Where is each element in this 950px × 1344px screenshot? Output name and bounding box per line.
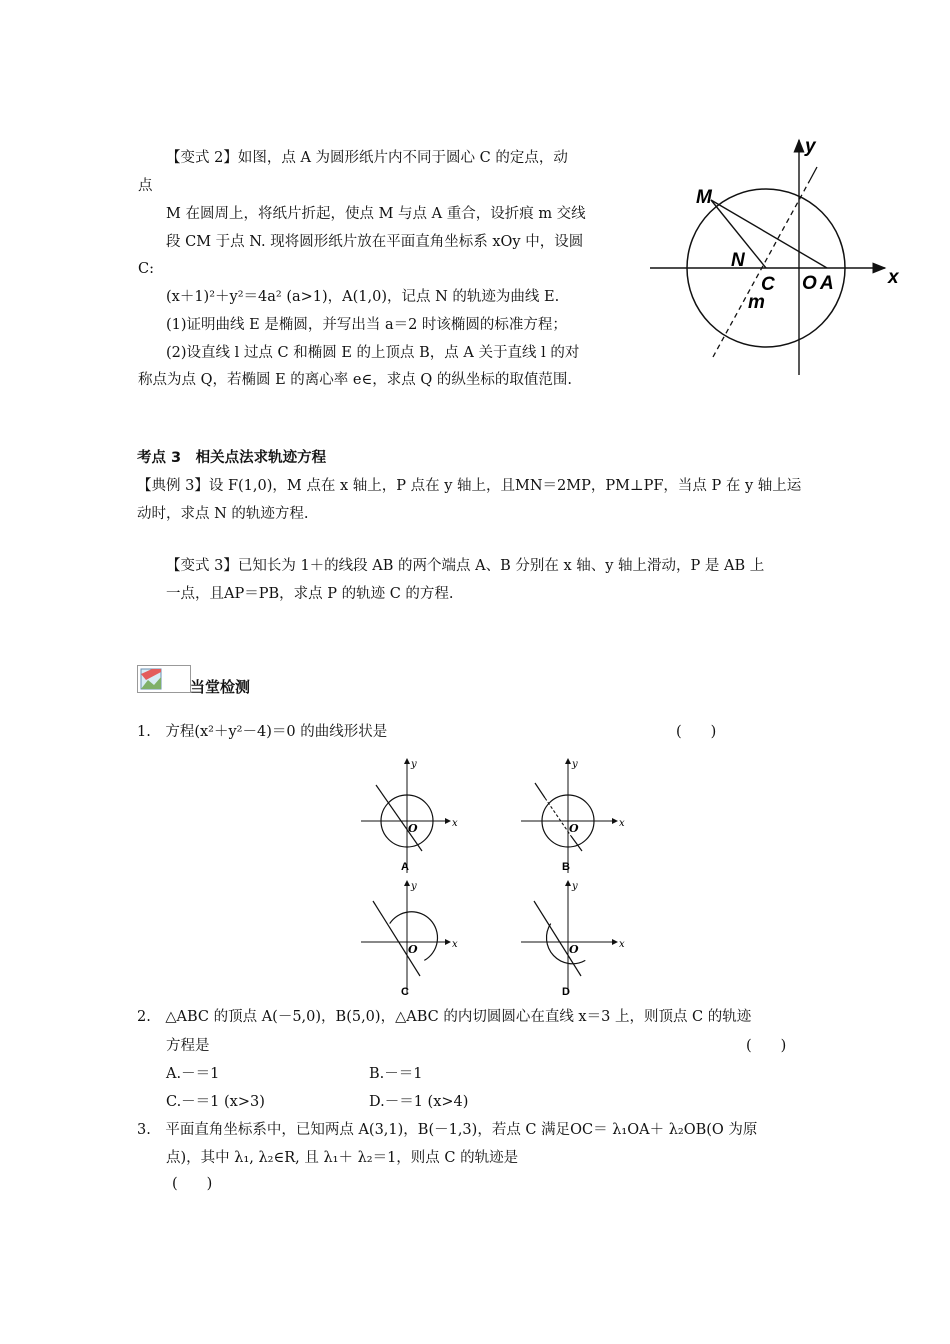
label-x: x <box>888 267 899 288</box>
label-y: y <box>805 136 816 157</box>
q3-line2: 点)，其中 λ₁, λ₂∈R, 且 λ₁＋ λ₂＝1，则点 C 的轨迹是 <box>166 1150 519 1166</box>
option-b-label: B <box>562 861 570 873</box>
label-n: N <box>731 250 745 271</box>
q1-answer-paren: ( ) <box>676 724 717 740</box>
q2-option-b: B.－＝1 <box>369 1066 423 1082</box>
option-c-y-label: y <box>411 881 417 892</box>
segment-ma <box>711 200 827 268</box>
q1-option-figures <box>355 755 645 1005</box>
option-b-origin: O <box>569 822 579 835</box>
option-a-x-label: x <box>452 818 458 829</box>
q2-line1: 2. △ABC 的顶点 A(－5,0)，B(5,0)，△ABC 的内切圆圆心在直线 x＝3 上，则顶点 C 的轨迹 <box>137 1009 752 1025</box>
q2-option-c: C.－＝1 (x>3) <box>166 1094 265 1110</box>
label-m-line: m <box>748 292 765 313</box>
option-a-figure <box>361 759 458 873</box>
fold-figure <box>645 135 915 380</box>
variant2-line2: 点 <box>138 178 153 194</box>
q2-option-a: A.－＝1 <box>166 1066 220 1082</box>
label-o: O <box>802 273 817 294</box>
broken-image-icon <box>137 665 191 693</box>
option-c-x-label: x <box>452 939 458 950</box>
q3-answer-paren: ( ) <box>172 1176 213 1192</box>
q2-answer-paren: ( ) <box>746 1038 787 1054</box>
q1-text: 1. 方程(x²＋y²－4)＝0 的曲线形状是 <box>137 724 388 740</box>
option-c-origin: O <box>408 943 418 956</box>
variant2-line9: 称点为点 Q，若椭圆 E 的离心率 e∈，求点 Q 的纵坐标的取值范围. <box>138 372 572 388</box>
q2-line2: 方程是 <box>166 1038 210 1054</box>
option-b-figure <box>521 759 625 873</box>
option-b-y-label: y <box>572 759 578 770</box>
option-d-figure <box>521 881 625 998</box>
variant2-line6: (x＋1)²＋y²＝4a² (a>1)，A(1,0)，记点 N 的轨迹为曲线 E. <box>166 289 560 305</box>
q2-option-d: D.－＝1 (x>4) <box>369 1094 469 1110</box>
variant2-line1: 【变式 2】如图，点 A 为圆形纸片内不同于圆心 C 的定点，动 <box>166 150 568 166</box>
option-c-figure <box>361 881 458 998</box>
label-a: A <box>820 273 834 294</box>
variant2-line3: M 在圆周上，将纸片折起，使点 M 与点 A 重合，设折痕 m 交线 <box>166 206 586 222</box>
option-a-origin: O <box>408 822 418 835</box>
variant2-line7: (1)证明曲线 E 是椭圆，并写出当 a＝2 时该椭圆的标准方程； <box>166 317 567 333</box>
variant3-line2: 一点，且AP＝PB，求点 P 的轨迹 C 的方程. <box>166 586 454 602</box>
label-c: C <box>761 274 775 295</box>
option-d-label: D <box>562 986 570 998</box>
option-d-origin: O <box>569 943 579 956</box>
option-a-label: A <box>401 861 409 873</box>
example3-line1: 【典例 3】设 F(1,0)，M 点在 x 轴上，P 点在 y 轴上，且MN＝2MP，PM⊥PF，当点 P 在 y 轴上运 <box>137 478 802 494</box>
kaodian3-title: 考点 3 相关点法求轨迹方程 <box>137 450 327 466</box>
option-b-x-label: x <box>619 818 625 829</box>
example3-line2: 动时，求点 N 的轨迹方程. <box>137 506 309 522</box>
option-d-y-label: y <box>572 881 578 892</box>
label-m-point: M <box>696 187 712 208</box>
q3-line1: 3. 平面直角坐标系中，已知两点 A(3,1)，B(－1,3)，若点 C 满足OC＝ λ₁OA＋ λ₂OB(O 为原 <box>137 1122 758 1138</box>
option-d-x-label: x <box>619 939 625 950</box>
section-title: 当堂检测 <box>190 678 251 696</box>
fold-line-m-ext <box>810 167 817 180</box>
variant3-line1: 【变式 3】已知长为 1＋的线段 AB 的两个端点 A、B 分别在 x 轴、y 轴上滑动，P 是 AB 上 <box>166 558 765 574</box>
variant2-line4: 段 CM 于点 N. 现将圆形纸片放在平面直角坐标系 xOy 中，设圆 <box>166 234 584 250</box>
variant2-line5: C: <box>138 261 154 277</box>
option-a-y-label: y <box>411 759 417 770</box>
option-c-label: C <box>401 986 409 998</box>
variant2-line8: (2)设直线 l 过点 C 和椭圆 E 的上顶点 B，点 A 关于直线 l 的对 <box>166 345 580 361</box>
